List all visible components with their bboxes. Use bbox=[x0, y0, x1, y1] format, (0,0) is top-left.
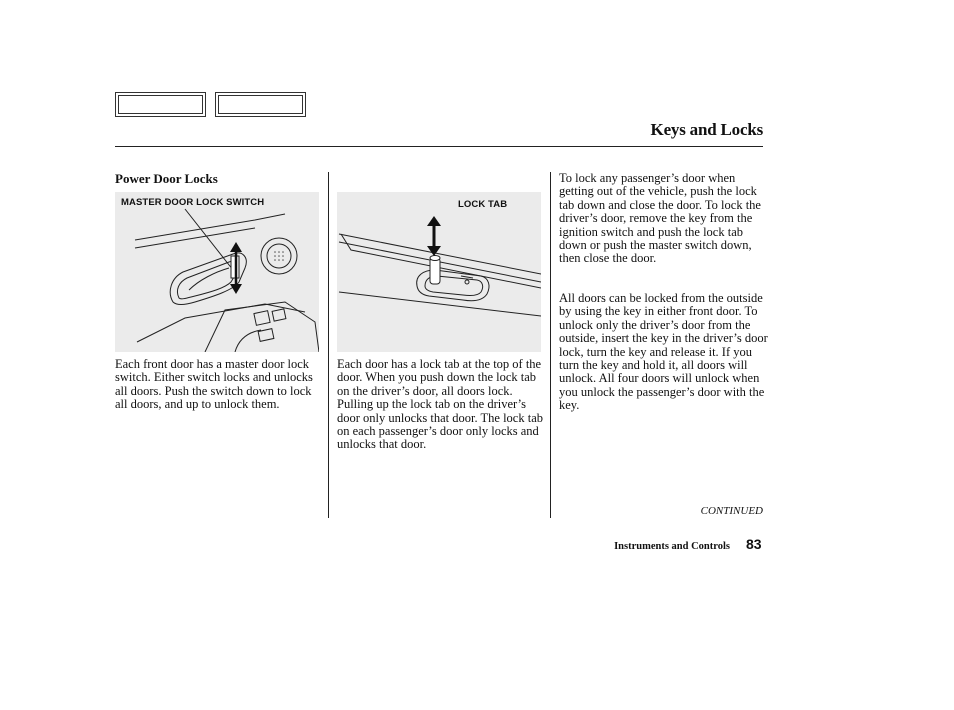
section-heading: Power Door Locks bbox=[115, 171, 218, 186]
master-door-lock-switch-illustration bbox=[115, 192, 319, 352]
column-divider bbox=[550, 172, 551, 518]
lock-tab-illustration bbox=[337, 192, 541, 352]
lock-tab-paragraph: Each door has a lock tab at the top of the door. When you push down the lock tab on the driver’s door, all doors lock. Pulling up the lock tab on the driver’s door only unlocks that door. The lock tab on each passenger’s door only locks and unlocks that door. bbox=[337, 357, 543, 452]
header-rule bbox=[115, 146, 763, 147]
lock-tab-drawing bbox=[337, 192, 541, 352]
page-number: 83 bbox=[746, 536, 762, 552]
lock-tab-label: LOCK TAB bbox=[458, 199, 508, 210]
master-door-lock-switch-label: MASTER DOOR LOCK SWITCH bbox=[121, 197, 265, 208]
column-divider bbox=[328, 172, 329, 518]
previous-page-button[interactable] bbox=[115, 92, 206, 117]
continued-note: CONTINUED bbox=[700, 505, 763, 517]
page-title: Keys and Locks bbox=[650, 120, 763, 139]
next-page-button[interactable] bbox=[215, 92, 306, 117]
master-switch-paragraph: Each front door has a master door lock switch. Either switch locks and unlocks all doors. Push the switch down to lock all doors, and up to unlock them. bbox=[115, 357, 313, 412]
key-lock-paragraph: All doors can be locked from the outside by using the key in either front door. To unlock only the driver’s door from the outside, insert the key in the driver’s door lock, turn the key and release it. If you turn the key and hold it, all doors will unlock. All four doors will unlock when you unlock the passenger’s door with the key. bbox=[559, 291, 768, 413]
door-panel-drawing bbox=[115, 192, 319, 352]
footer-section-name: Instruments and Controls bbox=[614, 541, 730, 552]
passenger-lock-paragraph: To lock any passenger’s door when getting out of the vehicle, push the lock tab down and close the door. To lock the driver’s door, remove the key from the ignition switch and push the lock tab down or push the master switch down, then close the door. bbox=[559, 171, 761, 266]
